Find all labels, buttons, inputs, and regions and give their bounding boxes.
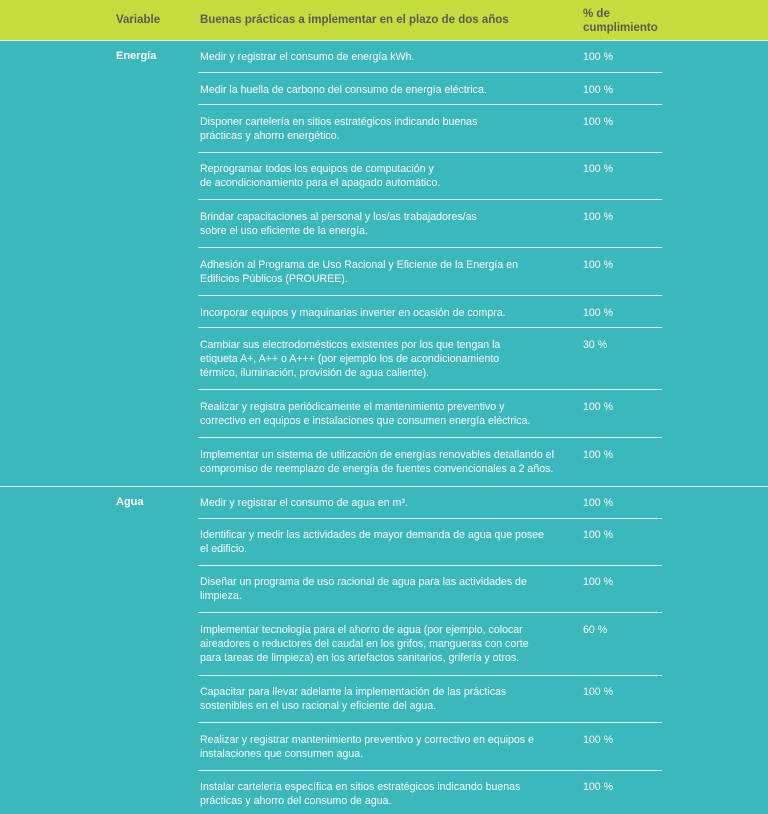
practice-text	[200, 338, 580, 380]
compliance-value: 100 %	[583, 84, 614, 96]
practice-text-line: Implementar un sistema de utilización de energías renovables detallando el	[200, 449, 554, 461]
row-divider	[198, 72, 662, 73]
compliance-value: 100 %	[583, 497, 614, 509]
row-divider	[198, 327, 662, 328]
practice-text-line: Reprogramar todos los equipos de computación y	[200, 163, 434, 175]
practice-text-line: compromiso de reemplazo de energía de fuentes convencionales a 2 años.	[200, 463, 554, 475]
practice-text	[200, 685, 580, 713]
practice-text	[200, 115, 580, 143]
compliance-value: 100 %	[583, 529, 614, 541]
practice-text-line: el edificio.	[200, 543, 248, 555]
header-variable: Variable	[116, 14, 161, 26]
practice-text-line: prácticas y ahorro energético.	[200, 130, 340, 142]
header-practices: Buenas prácticas a implementar en el plazo de dos años	[200, 14, 509, 26]
section-divider	[0, 486, 768, 487]
compliance-value: 100 %	[583, 163, 614, 175]
row-divider	[198, 675, 662, 676]
practice-text-line: Adhesión al Programa de Uso Racional y Eficiente de la Energía en	[200, 259, 518, 271]
row-divider	[198, 565, 662, 566]
row-divider	[198, 722, 662, 723]
practice-text-line: Identificar y medir las actividades de mayor demanda de agua que posee	[200, 529, 544, 541]
practice-text-line: térmico, iluminación, provisión de agua caliente).	[200, 367, 430, 379]
practice-text-line: Realizar y registra periódicamente el mantenimiento preventivo y	[200, 401, 505, 413]
compliance-value: 100 %	[583, 576, 614, 588]
row-divider	[198, 518, 662, 519]
compliance-value: 100 %	[583, 259, 614, 271]
practice-text-line: Realizar y registrar mantenimiento preventivo y correctivo en equipos e	[200, 734, 534, 746]
practice-text-line: Incorporar equipos y maquinarias inverter en ocasión de compra.	[200, 307, 506, 319]
section-divider	[0, 40, 768, 41]
practice-text	[200, 496, 580, 510]
practice-text-line: sostenibles en el uso racional y eficiente del agua.	[200, 700, 437, 712]
row-divider	[198, 104, 662, 105]
compliance-value: 100 %	[583, 449, 614, 461]
row-divider	[198, 295, 662, 296]
practice-text-line: para tareas de limpieza) en los artefactos sanitarios, grifería y otros.	[200, 652, 520, 664]
practice-text-line: Cambiar sus electrodomésticos existentes por los que tengan la	[200, 339, 501, 351]
compliance-value: 100 %	[583, 401, 614, 413]
practice-text	[200, 448, 580, 476]
practice-text-line: instalaciones que consumen agua.	[200, 748, 364, 760]
row-divider	[198, 770, 662, 771]
compliance-value: 100 %	[583, 211, 614, 223]
practice-text-line: Implementar tecnología para el ahorro de agua (por ejemplo, colocar	[200, 624, 523, 636]
practice-text	[200, 528, 580, 556]
practice-text-line: correctivo en equipos e instalaciones que consumen energía eléctrica.	[200, 415, 531, 427]
practice-text	[200, 400, 580, 428]
variable-label: Agua	[116, 496, 144, 508]
row-divider	[198, 389, 662, 390]
compliance-value: 100 %	[583, 781, 614, 793]
practice-text-line: Disponer cartelería en sitios estratégicos indicando buenas	[200, 116, 478, 128]
practice-text	[200, 50, 580, 64]
practice-text	[200, 575, 580, 603]
practice-text	[200, 306, 580, 320]
practice-text-line: prácticas y ahorro del consumo de agua.	[200, 795, 392, 807]
row-divider	[198, 247, 662, 248]
practice-text-line: Medir la huella de carbono del consumo de energía eléctrica.	[200, 84, 487, 96]
practice-text-line: de acondicionamiento para el apagado automático.	[200, 177, 441, 189]
practice-text-line: Edificios Públicos (PROUREE).	[200, 273, 348, 285]
practice-text	[200, 623, 580, 665]
practice-text	[200, 210, 580, 238]
practice-text-line: Capacitar para llevar adelante la implementación de las prácticas	[200, 686, 507, 698]
practice-text	[200, 780, 580, 808]
compliance-value: 100 %	[583, 734, 614, 746]
row-divider	[198, 612, 662, 613]
practice-text-line: Brindar capacitaciones al personal y los/as trabajadores/as	[200, 211, 477, 223]
compliance-value: 100 %	[583, 51, 614, 63]
practice-text-line: Medir y registrar el consumo de agua en m³.	[200, 497, 408, 509]
practice-text-line: etiqueta A+, A++ o A+++ (por ejemplo los de acondicionamiento	[200, 353, 500, 365]
header-compliance-line2: cumplimiento	[583, 22, 658, 34]
row-divider	[198, 437, 662, 438]
practice-text	[200, 258, 580, 286]
practice-text	[200, 733, 580, 761]
practice-text-line: sobre el uso eficiente de la energía.	[200, 225, 368, 237]
practice-text-line: Medir y registrar el consumo de energía kWh.	[200, 51, 415, 63]
table-header	[0, 0, 768, 40]
compliance-value: 100 %	[583, 307, 614, 319]
row-divider	[198, 199, 662, 200]
compliance-value: 100 %	[583, 686, 614, 698]
practice-text-line: aireadores o reductores del caudal en los grifos, mangueras con corte	[200, 638, 529, 650]
header-compliance	[583, 7, 673, 35]
practice-text-line: Diseñar un programa de uso racional de agua para las actividades de	[200, 576, 527, 588]
practice-text	[200, 83, 580, 97]
practice-text-line: limpieza.	[200, 590, 242, 602]
variable-label: Energía	[116, 50, 157, 62]
practice-text	[200, 162, 580, 190]
compliance-value: 30 %	[583, 339, 608, 351]
practice-text-line: Instalar cartelería específica en sitios estratégicos indicando buenas	[200, 781, 521, 793]
compliance-value: 60 %	[583, 624, 608, 636]
row-divider	[198, 152, 662, 153]
compliance-value: 100 %	[583, 116, 614, 128]
header-compliance-line1: % de	[583, 8, 610, 20]
